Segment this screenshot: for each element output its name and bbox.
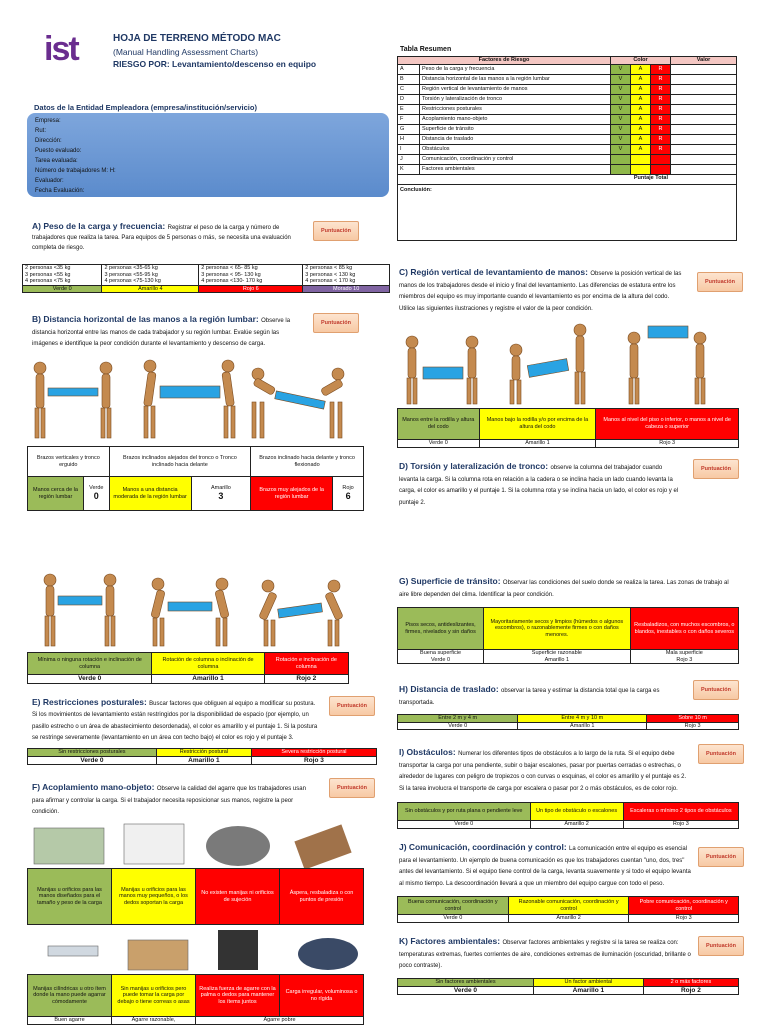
illustration-f-2 bbox=[28, 926, 364, 974]
option-f-row1-2[interactable]: No existen manijas ni orificios de sujeción bbox=[196, 869, 280, 925]
entidad-title: Datos de la Entidad Empleadora (empresa/institución/servicio) bbox=[34, 103, 257, 112]
score-i-green[interactable]: Verde 0 bbox=[398, 821, 531, 829]
option-j-red[interactable]: Pobre comunicación, coordinación y control bbox=[629, 897, 739, 915]
row-valor[interactable] bbox=[671, 64, 737, 74]
row-color-rojo[interactable]: R bbox=[651, 104, 671, 114]
row-key: H bbox=[398, 134, 420, 144]
illustration-f-1 bbox=[28, 818, 364, 868]
option-c-yellow[interactable]: Manos bajo la rodilla y/o por encima de la altura del codo bbox=[479, 409, 596, 440]
row-key: J bbox=[398, 154, 420, 164]
row-key: I bbox=[398, 144, 420, 154]
table-f-1 bbox=[27, 868, 364, 925]
row-color-verde[interactable]: V bbox=[611, 74, 631, 84]
row-factor: Acoplamiento mano-objeto bbox=[420, 114, 611, 124]
option-k-yellow[interactable]: Un factor ambiental bbox=[533, 979, 643, 987]
resumen-row bbox=[398, 64, 737, 74]
caption-b-2: Brazos inclinados alejados del tronco o Tronco inclinado hacia delante bbox=[109, 447, 251, 477]
row-key: A bbox=[398, 64, 420, 74]
entidad-field[interactable]: Empresa: bbox=[35, 118, 61, 124]
score-k-red[interactable]: Rojo 2 bbox=[643, 986, 738, 995]
option-e-green[interactable]: Sin restricciones posturales bbox=[28, 749, 157, 757]
row-valor[interactable] bbox=[671, 84, 737, 94]
row-valor[interactable] bbox=[671, 74, 737, 84]
option-c-green[interactable]: Manos entre la rodilla y altura del codo bbox=[398, 409, 480, 440]
row-color-rojo[interactable] bbox=[651, 164, 671, 174]
resumen-total: Puntaje Total bbox=[397, 175, 737, 185]
table-e bbox=[27, 748, 377, 765]
table-h bbox=[397, 714, 739, 730]
row-factor: Distancia de traslado bbox=[420, 134, 611, 144]
weight-line: 3 personas < 95- 130 kg bbox=[201, 271, 261, 278]
option-b-green[interactable]: Manos cerca de la región lumbar bbox=[28, 477, 84, 511]
score-i-yellow[interactable]: Amarillo 2 bbox=[530, 821, 623, 829]
option-b-red[interactable]: Brazos muy alejados de la región lumbar bbox=[251, 477, 333, 511]
score-b-green[interactable]: Verde 0 bbox=[84, 477, 110, 511]
table-k bbox=[397, 978, 739, 995]
row-color-rojo[interactable]: R bbox=[651, 124, 671, 134]
option-f-row2-0[interactable]: Manijas cilíndricas u otro ítem donde la mano puede agarrar cómodamente bbox=[28, 975, 112, 1017]
logo: ist bbox=[44, 30, 78, 68]
option-f-row1-3[interactable]: Áspera, resbaladiza o con puntos de presión bbox=[280, 869, 364, 925]
row-color-verde[interactable]: V bbox=[611, 84, 631, 94]
row-color-rojo[interactable]: R bbox=[651, 84, 671, 94]
row-valor[interactable] bbox=[671, 144, 737, 154]
row-factor: Factores ambientales bbox=[420, 164, 611, 174]
page-subtitle: (Manual Handling Assessment Charts) bbox=[113, 47, 259, 57]
row-color-amarillo[interactable]: A bbox=[631, 114, 651, 124]
weight-line: 4 personas < 170 kg bbox=[305, 278, 356, 285]
row-color-amarillo[interactable] bbox=[631, 164, 651, 174]
row-color-amarillo[interactable]: A bbox=[631, 74, 651, 84]
option-d-green[interactable]: Mínima o ninguna rotación e inclinación de columna bbox=[28, 653, 152, 675]
resumen-row bbox=[398, 154, 737, 164]
resumen-title: Tabla Resumen bbox=[400, 46, 452, 53]
table-b bbox=[27, 446, 364, 511]
option-k-green[interactable]: Sin factores ambientales bbox=[398, 979, 534, 987]
weight-line: 4 personas <130- 170 kg bbox=[201, 278, 263, 285]
puntuacion-d[interactable]: Puntuación bbox=[693, 459, 739, 479]
row-key: E bbox=[398, 104, 420, 114]
row-valor[interactable] bbox=[671, 114, 737, 124]
illustration-c bbox=[398, 322, 738, 407]
weight-cell bbox=[199, 265, 303, 286]
score-f-red[interactable]: Agarre pobre bbox=[196, 1017, 364, 1025]
row-color-verde[interactable]: V bbox=[611, 104, 631, 114]
entidad-box bbox=[27, 113, 389, 197]
option-f-row1-1[interactable]: Manijas u orificios para las manos muy pequeños, o los dedos soportan la carga bbox=[112, 869, 196, 925]
row-color-rojo[interactable] bbox=[651, 154, 671, 164]
option-h-yellow[interactable]: Entre 4 m y 10 m bbox=[518, 715, 647, 723]
section-c: C) Región vertical de levantamiento de manos: Observe la posición vertical de las manos de los trabajadores desde el inicio y final del levantamiento. Las diferencias de estatura entre los miembros del equipo es muy importante cuando el levantamiento es por encima de la altura del codo. Utilice las siguientes ilustraciones y registre el valor de la peor condición. bbox=[399, 267, 682, 312]
row-valor[interactable] bbox=[671, 164, 737, 174]
option-f-row2-2[interactable]: Realiza fuerza de agarre con la palma o dedos para mantener los ítems juntos bbox=[196, 975, 280, 1017]
illustration-d bbox=[28, 572, 353, 650]
row-color-verde[interactable]: V bbox=[611, 94, 631, 104]
score-a-red[interactable]: Rojo 6 bbox=[199, 285, 303, 293]
row-color-amarillo[interactable]: A bbox=[631, 134, 651, 144]
score-k-yellow[interactable]: Amarillo 1 bbox=[533, 986, 643, 995]
score-k-green[interactable]: Verde 0 bbox=[398, 986, 534, 995]
option-f-row2-1[interactable]: Sin manijas u orificios pero puede tomar la carga por debajo o tiene correas o asas bbox=[112, 975, 196, 1017]
score-j-yellow[interactable]: Amarillo 2 bbox=[508, 915, 629, 923]
weight-line: 4 personas <75 kg bbox=[25, 278, 71, 285]
resumen-table bbox=[397, 56, 737, 241]
puntuacion-j[interactable]: Puntuación bbox=[698, 847, 744, 867]
resumen-row bbox=[398, 74, 737, 84]
row-color-rojo[interactable]: R bbox=[651, 74, 671, 84]
option-i-red[interactable]: Escaleras o mínimo 2 tipos de obstáculos bbox=[623, 803, 738, 821]
score-c-red[interactable]: Rojo 3 bbox=[596, 440, 739, 448]
option-h-red[interactable]: Sobre 10 m bbox=[647, 715, 739, 723]
row-color-verde[interactable] bbox=[611, 164, 631, 174]
option-f-row1-0[interactable]: Manijas u orificios para las manos diseñados para el tamaño y peso de la carga bbox=[28, 869, 112, 925]
resumen-row bbox=[398, 84, 737, 94]
header-factores: Factores de Riesgo bbox=[398, 57, 611, 65]
resumen-row bbox=[398, 134, 737, 144]
section-f: F) Acoplamiento mano-objeto: Observe la calidad del agarre que los trabajadores usan para afirmar y controlar la carga. Si el trabajador necesita reposicionar sus manos, registre la peor condición. bbox=[32, 782, 306, 815]
entidad-field[interactable]: Fecha Evaluación: bbox=[35, 188, 85, 194]
section-i: I) Obstáculos: Numerar los diferentes tipos de obstáculos a lo largo de la ruta. Si el equipo debe transportar la carga por una pendiente, subir o bajar escalones, pasar por puertas cerradas o estrechas, o alrededor de lugares con peligro de tropiezos o con curvas o esquinas, el color es amarillo y el puntaje es 2. Si la tarea involucra el transporte de carga por escalera o pasar por 2 o más obstáculos, es de color rojo. bbox=[399, 747, 687, 792]
puntuacion-i[interactable]: Puntuación bbox=[698, 744, 744, 764]
option-c-red[interactable]: Manos al nivel del piso o inferior, o manos a nivel de cabeza o superior bbox=[596, 409, 739, 440]
row-factor: Comunicación, coordinación y control bbox=[420, 154, 611, 164]
score-h-red[interactable]: Rojo 3 bbox=[647, 722, 739, 730]
score-j-red[interactable]: Rojo 3 bbox=[629, 915, 739, 923]
score-h-green[interactable]: Verde 0 bbox=[398, 722, 518, 730]
score-i-red[interactable]: Rojo 3 bbox=[623, 821, 738, 829]
row-key: K bbox=[398, 164, 420, 174]
option-e-red[interactable]: Severa restricción postural bbox=[251, 749, 376, 757]
page-title: HOJA DE TERRENO MÉTODO MAC bbox=[113, 33, 281, 44]
entidad-field[interactable]: Evaluador: bbox=[35, 178, 64, 184]
row-valor[interactable] bbox=[671, 124, 737, 134]
table-i bbox=[397, 802, 739, 829]
score-f-green[interactable]: Buen agarre bbox=[28, 1017, 112, 1025]
entidad-field[interactable]: Rut: bbox=[35, 128, 47, 134]
score-f-yellow[interactable]: Agarre razonable, bbox=[112, 1017, 196, 1025]
illustration-b bbox=[20, 358, 370, 443]
row-key: D bbox=[398, 94, 420, 104]
option-f-row2-3[interactable]: Carga irregular, voluminosa o no rígida bbox=[280, 975, 364, 1017]
score-e-yellow[interactable]: Amarillo 1 bbox=[156, 756, 251, 765]
resumen-row bbox=[398, 94, 737, 104]
row-color-amarillo[interactable]: A bbox=[631, 84, 651, 94]
puntuacion-f[interactable]: Puntuación bbox=[329, 778, 375, 798]
resumen-row bbox=[398, 124, 737, 134]
row-valor[interactable] bbox=[671, 154, 737, 164]
row-valor[interactable] bbox=[671, 104, 737, 114]
score-c-green[interactable]: Verde 0 bbox=[398, 440, 480, 448]
table-g bbox=[397, 607, 739, 664]
row-valor[interactable] bbox=[671, 94, 737, 104]
row-color-rojo[interactable]: R bbox=[651, 64, 671, 74]
score-c-yellow[interactable]: Amarillo 1 bbox=[479, 440, 596, 448]
option-j-green[interactable]: Buena comunicación, coordinación y control bbox=[398, 897, 509, 915]
score-d-green[interactable]: Verde 0 bbox=[28, 675, 152, 684]
puntuacion-h[interactable]: Puntuación bbox=[693, 680, 739, 700]
row-valor[interactable] bbox=[671, 134, 737, 144]
row-color-amarillo[interactable]: A bbox=[631, 104, 651, 114]
row-key: F bbox=[398, 114, 420, 124]
resumen-conclusion[interactable]: Conclusión: bbox=[397, 185, 737, 241]
section-h: H) Distancia de traslado: observar la tarea y estimar la distancia total que la carga es transportada. bbox=[399, 684, 660, 706]
option-e-yellow[interactable]: Restricción postural bbox=[156, 749, 251, 757]
weight-line: 3 personas <55-95 kg bbox=[104, 271, 158, 278]
section-d: D) Torsión y lateralización de tronco: observe la columna del trabajador cuando levanta la carga. Si la columna rota en relación a la cadera o se inclina hacia un lado cuando levanta la carga, el color es amarillo y el puntaje 1. Si la columna rota y se inclina hacia un lado, el color es rojo y el puntaje 2. bbox=[399, 461, 679, 506]
row-color-rojo[interactable]: R bbox=[651, 144, 671, 154]
row-color-rojo[interactable]: R bbox=[651, 114, 671, 124]
puntuacion-b[interactable]: Puntuación bbox=[313, 313, 359, 333]
option-d-yellow[interactable]: Rotación de columna o inclinación de columna bbox=[152, 653, 264, 675]
score-b-yellow[interactable]: Amarillo 3 bbox=[191, 477, 251, 511]
puntuacion-k[interactable]: Puntuación bbox=[698, 936, 744, 956]
section-g: G) Superficie de tránsito: Observar las condiciones del suelo donde se realiza la tarea. Las zonas de trabajo al aire libre dependen del clima. Identificar la peor condición. bbox=[399, 576, 729, 598]
row-color-verde[interactable]: V bbox=[611, 114, 631, 124]
score-a-yellow[interactable]: Amarillo 4 bbox=[102, 285, 199, 293]
section-k: K) Factores ambientales: Observar factores ambientales y registre si la tarea se realiza con: temperaturas extremas, fuertes corrientes de aire, condiciones extremas de iluminación (oscuridad, brillante o poco contraste). bbox=[399, 936, 691, 969]
option-k-red[interactable]: 2 o más factores bbox=[643, 979, 738, 987]
row-factor: Obstáculos bbox=[420, 144, 611, 154]
weight-line: 3 personas <55 kg bbox=[25, 271, 71, 278]
entidad-field[interactable]: Número de trabajadores M: H: bbox=[35, 168, 116, 174]
weight-line: 2 personas <35-65 kg bbox=[104, 265, 158, 271]
header-color: Color bbox=[611, 57, 671, 65]
puntuacion-a[interactable]: Puntuación bbox=[313, 221, 359, 241]
score-d-yellow[interactable]: Amarillo 1 bbox=[152, 675, 264, 684]
weight-line: 2 personas < 85 kg bbox=[305, 265, 353, 271]
row-color-rojo[interactable]: R bbox=[651, 134, 671, 144]
label-g-red: Mala superficie Rojo 3 bbox=[630, 650, 738, 664]
row-color-amarillo[interactable]: A bbox=[631, 64, 651, 74]
resumen-row bbox=[398, 114, 737, 124]
row-color-verde[interactable]: V bbox=[611, 144, 631, 154]
caption-b-3: Brazos inclinado hacia delante y tronco flexionado bbox=[251, 447, 364, 477]
resumen-row bbox=[398, 104, 737, 114]
row-color-verde[interactable]: V bbox=[611, 64, 631, 74]
row-factor: Peso de la carga y frecuencia bbox=[420, 64, 611, 74]
row-color-amarillo[interactable]: A bbox=[631, 144, 651, 154]
row-factor: Superficie de tránsito bbox=[420, 124, 611, 134]
score-h-yellow[interactable]: Amarillo 1 bbox=[518, 722, 647, 730]
entidad-field[interactable]: Dirección: bbox=[35, 138, 62, 144]
row-key: B bbox=[398, 74, 420, 84]
weight-line: 4 personas <75-130 kg bbox=[104, 278, 161, 285]
score-a-green[interactable]: Verde 0 bbox=[23, 285, 102, 293]
score-a-purple[interactable]: Morado 10 bbox=[303, 285, 390, 293]
entidad-field[interactable]: Puesto evaluado: bbox=[35, 148, 82, 154]
resumen-row bbox=[398, 144, 737, 154]
option-h-green[interactable]: Entre 2 m y 4 m bbox=[398, 715, 518, 723]
row-color-verde[interactable] bbox=[611, 154, 631, 164]
option-j-yellow[interactable]: Razonable comunicación, coordinación y control bbox=[508, 897, 629, 915]
score-b-red[interactable]: Rojo 6 bbox=[333, 477, 364, 511]
score-d-red[interactable]: Rojo 2 bbox=[264, 675, 348, 684]
row-key: G bbox=[398, 124, 420, 134]
row-color-rojo[interactable]: R bbox=[651, 94, 671, 104]
option-i-yellow[interactable]: Un tipo de obstáculo o escalones bbox=[530, 803, 623, 821]
section-b: B) Distancia horizontal de las manos a la región lumbar: Observe la distancia horizontal entre las manos de cada trabajador y su región lumbar. Evalúe según las imágenes e identifique la peor condición durante el levantamiento y descenso de carga. bbox=[32, 314, 291, 347]
option-i-green[interactable]: Sin obstáculos y por ruta plana o pendiente leve bbox=[398, 803, 531, 821]
section-e: E) Restricciones posturales: Buscar factores que obliguen al equipo a modificar su postura. Si los movimientos de levantamiento están restringidos por la disponibilidad de espacio (por ejemplo, un pasillo estrecho o un área de abastecimiento desordenada), el color es amarillo y el puntaje 1. Si la postura se restringe severamente (levantamiento en un área con techo bajo) el color es rojo y el puntaje 3. bbox=[32, 697, 318, 741]
section-a: A) Peso de la carga y frecuencia: Registrar el peso de la carga y número de trabajadores que realiza la tarea. Para equipos de 5 personas o más, se necesita una evaluación completa de riesgo. bbox=[32, 221, 291, 251]
table-j bbox=[397, 896, 739, 923]
row-color-amarillo[interactable] bbox=[631, 154, 651, 164]
score-e-red[interactable]: Rojo 3 bbox=[251, 756, 376, 765]
weight-line: 2 personas <35 kg bbox=[25, 265, 71, 271]
puntuacion-e[interactable]: Puntuación bbox=[329, 696, 375, 716]
table-d bbox=[27, 652, 349, 684]
row-factor: Distancia horizontal de las manos a la región lumbar bbox=[420, 74, 611, 84]
header-valor: Valor bbox=[671, 57, 737, 65]
row-color-verde[interactable]: V bbox=[611, 124, 631, 134]
option-b-yellow[interactable]: Manos a una distancia moderada de la región lumbar bbox=[109, 477, 191, 511]
score-e-green[interactable]: Verde 0 bbox=[28, 756, 157, 765]
weight-cell bbox=[102, 265, 199, 286]
score-j-green[interactable]: Verde 0 bbox=[398, 915, 509, 923]
weight-line: 3 personas < 130 kg bbox=[305, 271, 356, 278]
section-j: J) Comunicación, coordinación y control: La comunicación entre el equipo es esencial para el levantamiento. Un ejemplo de buena comunicación es que los trabajadores cuentan "uno, dos, tres" antes del levantamiento. Si el equipo tiene control de la carga, levanta suavemente y si todo el equipo levanta al mismo tiempo. La descoordinación llevará a que un miembro del equipo cargue con todo el peso. bbox=[399, 842, 691, 887]
weight-line: 2 personas < 65- 85 kg bbox=[201, 265, 258, 271]
row-color-amarillo[interactable]: A bbox=[631, 124, 651, 134]
option-g-green[interactable]: Pisos secos, antideslizantes, firmes, nivelados y sin daños bbox=[398, 608, 484, 650]
row-color-verde[interactable]: V bbox=[611, 134, 631, 144]
table-a bbox=[22, 264, 390, 293]
resumen-row bbox=[398, 164, 737, 174]
label-g-green: Buena superficie Verde 0 bbox=[398, 650, 484, 664]
caption-b-1: Brazos verticales y tronco erguido bbox=[28, 447, 110, 477]
row-color-amarillo[interactable]: A bbox=[631, 94, 651, 104]
weight-cell bbox=[303, 265, 390, 286]
option-g-red[interactable]: Resbaladizos, con muchos escombros, o blandos, inestables o con daños severos bbox=[630, 608, 738, 650]
table-c bbox=[397, 408, 739, 448]
riesgo-title: RIESGO POR: Levantamiento/descenso en equipo bbox=[113, 59, 317, 69]
weight-cell bbox=[23, 265, 102, 286]
row-factor: Restricciones posturales bbox=[420, 104, 611, 114]
row-key: C bbox=[398, 84, 420, 94]
table-f-2 bbox=[27, 974, 364, 1025]
label-g-yellow: Superficie razonable Amarillo 1 bbox=[484, 650, 631, 664]
row-factor: Región vertical de levantamiento de manos bbox=[420, 84, 611, 94]
option-d-red[interactable]: Rotación e inclinación de columna bbox=[264, 653, 348, 675]
entidad-field[interactable]: Tarea evaluada: bbox=[35, 158, 78, 164]
row-factor: Torsión y lateralización de tronco bbox=[420, 94, 611, 104]
option-g-yellow[interactable]: Mayoritariamente secos y limpios (húmedos o algunos escombros), o razonablemente firmes o con daños menores. bbox=[484, 608, 631, 650]
puntuacion-c[interactable]: Puntuación bbox=[697, 272, 743, 292]
